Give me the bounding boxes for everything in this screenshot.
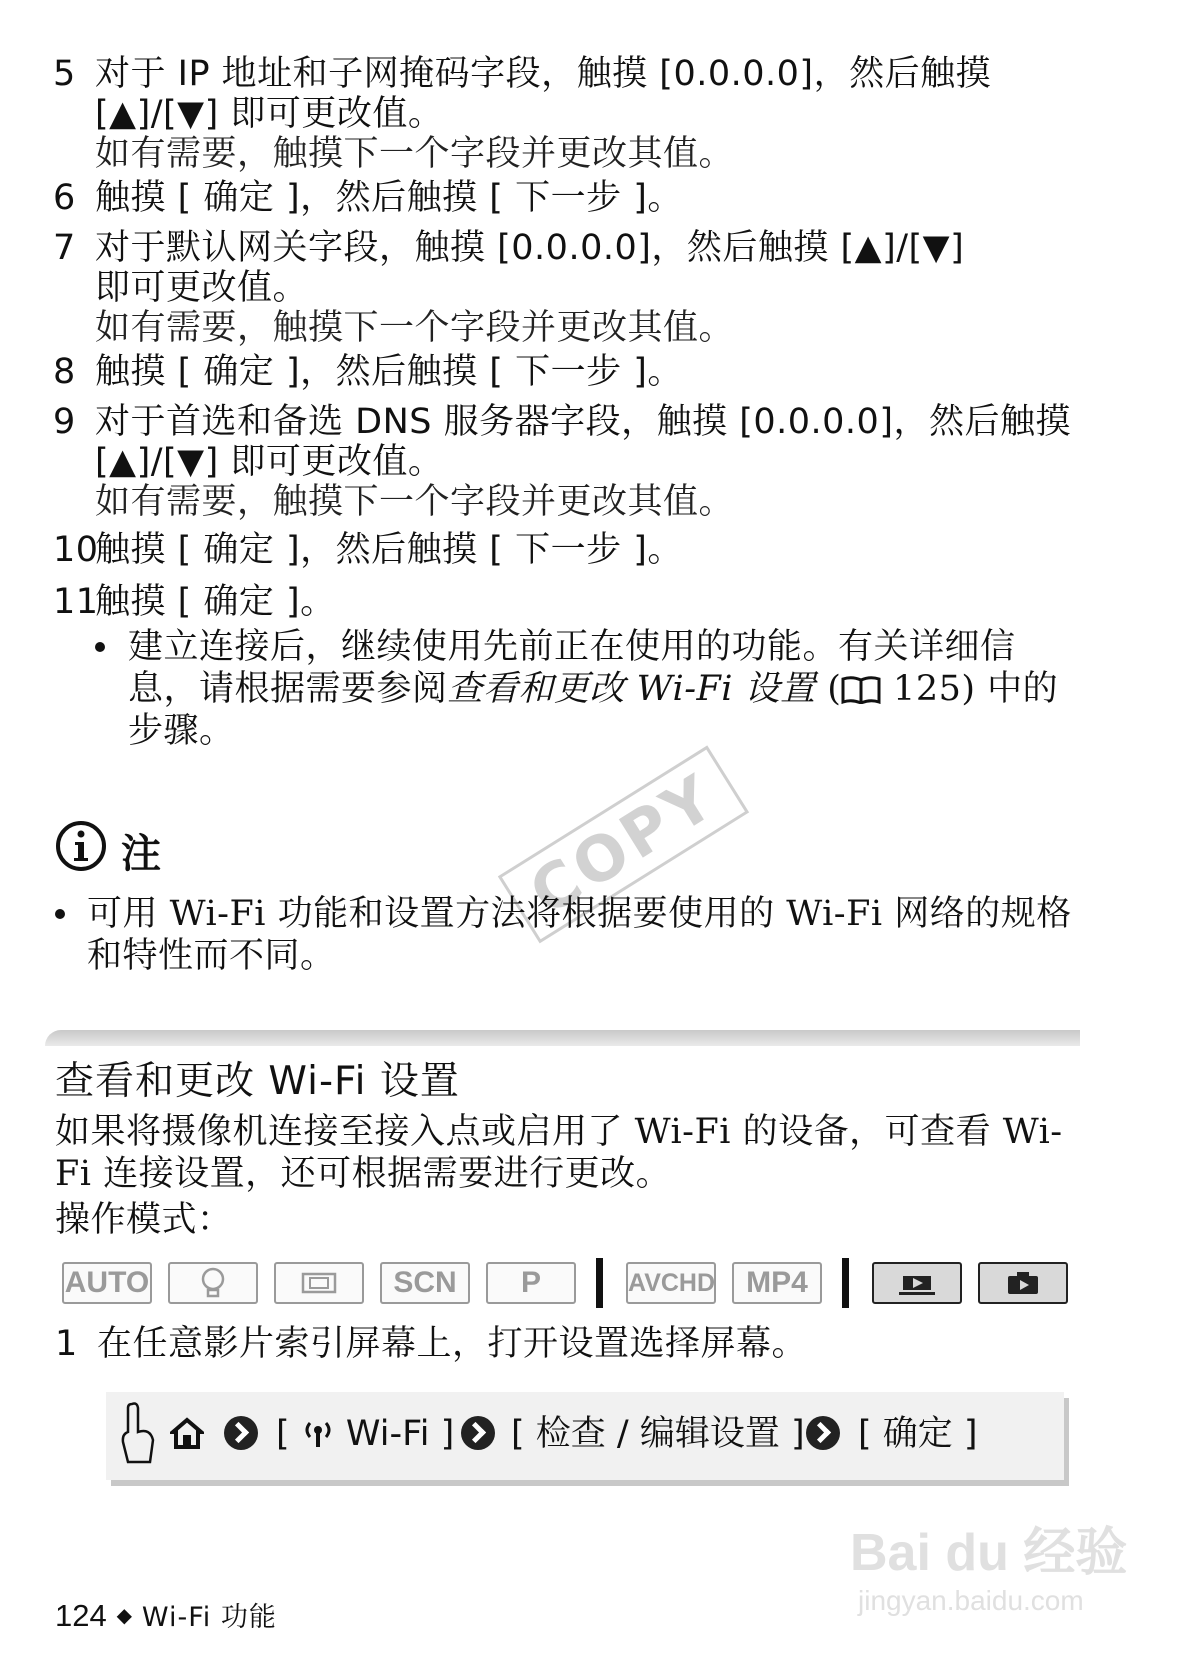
step-6 [53,176,1053,220]
info-icon [55,820,107,876]
section-step-1 [55,1322,1055,1366]
step-number: 8 [53,352,76,392]
step-5 [53,52,1053,184]
baidu-logo: Bai du 经验 [850,1524,1128,1582]
step-subtext: 如有需要，触摸下一个字段并更改其值。 [95,134,735,174]
mode-photo-playback-icon [978,1262,1068,1304]
step-text: 对于 IP 地址和子网掩码字段，触摸 [0.0.0.0]，然后触摸 [95,54,992,94]
step-7 [53,226,1053,358]
step-text: 对于首选和备选 DNS 服务器字段，触摸 [0.0.0.0]，然后触摸 [95,402,1071,442]
mode-p [486,1262,576,1304]
mode-scn [380,1262,470,1304]
note-bullet [55,892,1155,982]
baidu-watermark [850,1510,1127,1617]
book-icon [841,671,881,699]
bullet-icon [95,642,105,652]
section-title: 查看和更改 Wi-Fi 设置 [55,1059,460,1104]
mode-separator [596,1258,603,1308]
mode-avchd [626,1262,716,1304]
step-text: 触摸 [ 确定 ]，然后触摸 [ 下一步 ]。 [95,352,683,392]
finger-touch-icon [120,1402,156,1472]
bullet-line: 建立连接后，继续使用先前正在使用的功能。有关详细信 [128,627,1016,667]
step-10 [53,528,1053,572]
mode-label: P [520,1266,541,1299]
step-number: 10 [53,530,99,570]
step-text: 在任意影片索引屏幕上，打开设置选择屏幕。 [97,1324,808,1364]
mode-bulb-icon [168,1262,258,1304]
section-intro [55,1110,1155,1200]
step-number: 1 [55,1324,78,1364]
step-text: 触摸 [ 确定 ]，然后触摸 [ 下一步 ]。 [95,530,683,570]
mode-film-icon [274,1262,364,1304]
bullet-line: 息，请根据需要参阅查看和更改 Wi-Fi 设置 ( 125) 中的 [128,669,1059,709]
intro-line: Fi 连接设置，还可根据需要进行更改。 [55,1154,672,1194]
step-number: 6 [53,178,76,218]
section-divider [45,1030,1080,1046]
step-text: 触摸 [ 确定 ]，然后触摸 [ 下一步 ]。 [95,178,683,218]
mode-label: AVCHD [628,1269,716,1297]
path-item-check-edit: [ 检查 / 编辑设置 ] [511,1414,805,1454]
copy-watermark: COPY [498,746,749,944]
page-reference: 125 [893,669,962,709]
step-11 [53,580,1053,624]
intro-line: 如果将摄像机连接至接入点或启用了 Wi-Fi 的设备，可查看 Wi- [55,1112,1063,1152]
step-8 [53,350,1053,394]
mode-auto [62,1262,152,1304]
menu-path-bar [106,1392,1064,1480]
note-line: 和特性而不同。 [87,936,336,976]
note-line: 可用 Wi-Fi 功能和设置方法将根据要使用的 Wi-Fi 网络的规格 [87,894,1072,934]
mode-separator [842,1258,849,1308]
path-item-wifi: [ Wi-Fi ] [276,1412,454,1460]
path-item-ok: [ 确定 ] [858,1414,978,1454]
baidu-url: jingyan.baidu.com [858,1585,1084,1616]
bullet-text: 息，请根据需要参阅 [128,669,448,709]
step-9 [53,400,1153,532]
step-subtext: 如有需要，触摸下一个字段并更改其值。 [95,308,735,348]
path-wifi-label: Wi-Fi [345,1414,430,1454]
page-footer [55,1595,277,1634]
step-number: 9 [53,402,76,442]
wifi-antenna-icon [301,1416,335,1460]
mode-label: AUTO [64,1266,150,1299]
chevron-right-icon [224,1416,258,1450]
step-number: 5 [53,54,76,94]
note-title: 注 [121,831,161,877]
mode-mp4 [732,1262,822,1304]
cross-reference-link[interactable]: 查看和更改 Wi-Fi 设置 [447,669,816,709]
bullet-text: 中的 [987,669,1059,709]
step-number: 7 [53,228,76,268]
mode-label: SCN [393,1266,457,1299]
diamond-icon: ◆ [116,1603,132,1627]
bullet-icon [55,909,65,919]
bullet-line: 步骤。 [128,711,235,751]
step-subtext: 如有需要，触摸下一个字段并更改其值。 [95,482,735,522]
mode-label: MP4 [746,1266,808,1299]
step-text: [▲]/[▼] 即可更改值。 [95,442,444,482]
page-number: 124 [55,1598,107,1633]
footer-section: Wi-Fi 功能 [141,1602,277,1633]
mode-movie-playback-icon [872,1262,962,1304]
step-text: [▲]/[▼] 即可更改值。 [95,94,444,134]
chevron-right-icon [461,1416,495,1450]
step-text: 触摸 [ 确定 ]。 [95,582,336,622]
chevron-right-icon [806,1416,840,1450]
home-icon [170,1416,204,1454]
step-text: 即可更改值。 [95,268,309,308]
modes-label: 操作模式： [55,1200,233,1240]
step-number: 11 [53,582,99,622]
step-text: 对于默认网关字段，触摸 [0.0.0.0]，然后触摸 [▲]/[▼] [95,228,965,268]
step-11-bullet [95,625,1095,765]
